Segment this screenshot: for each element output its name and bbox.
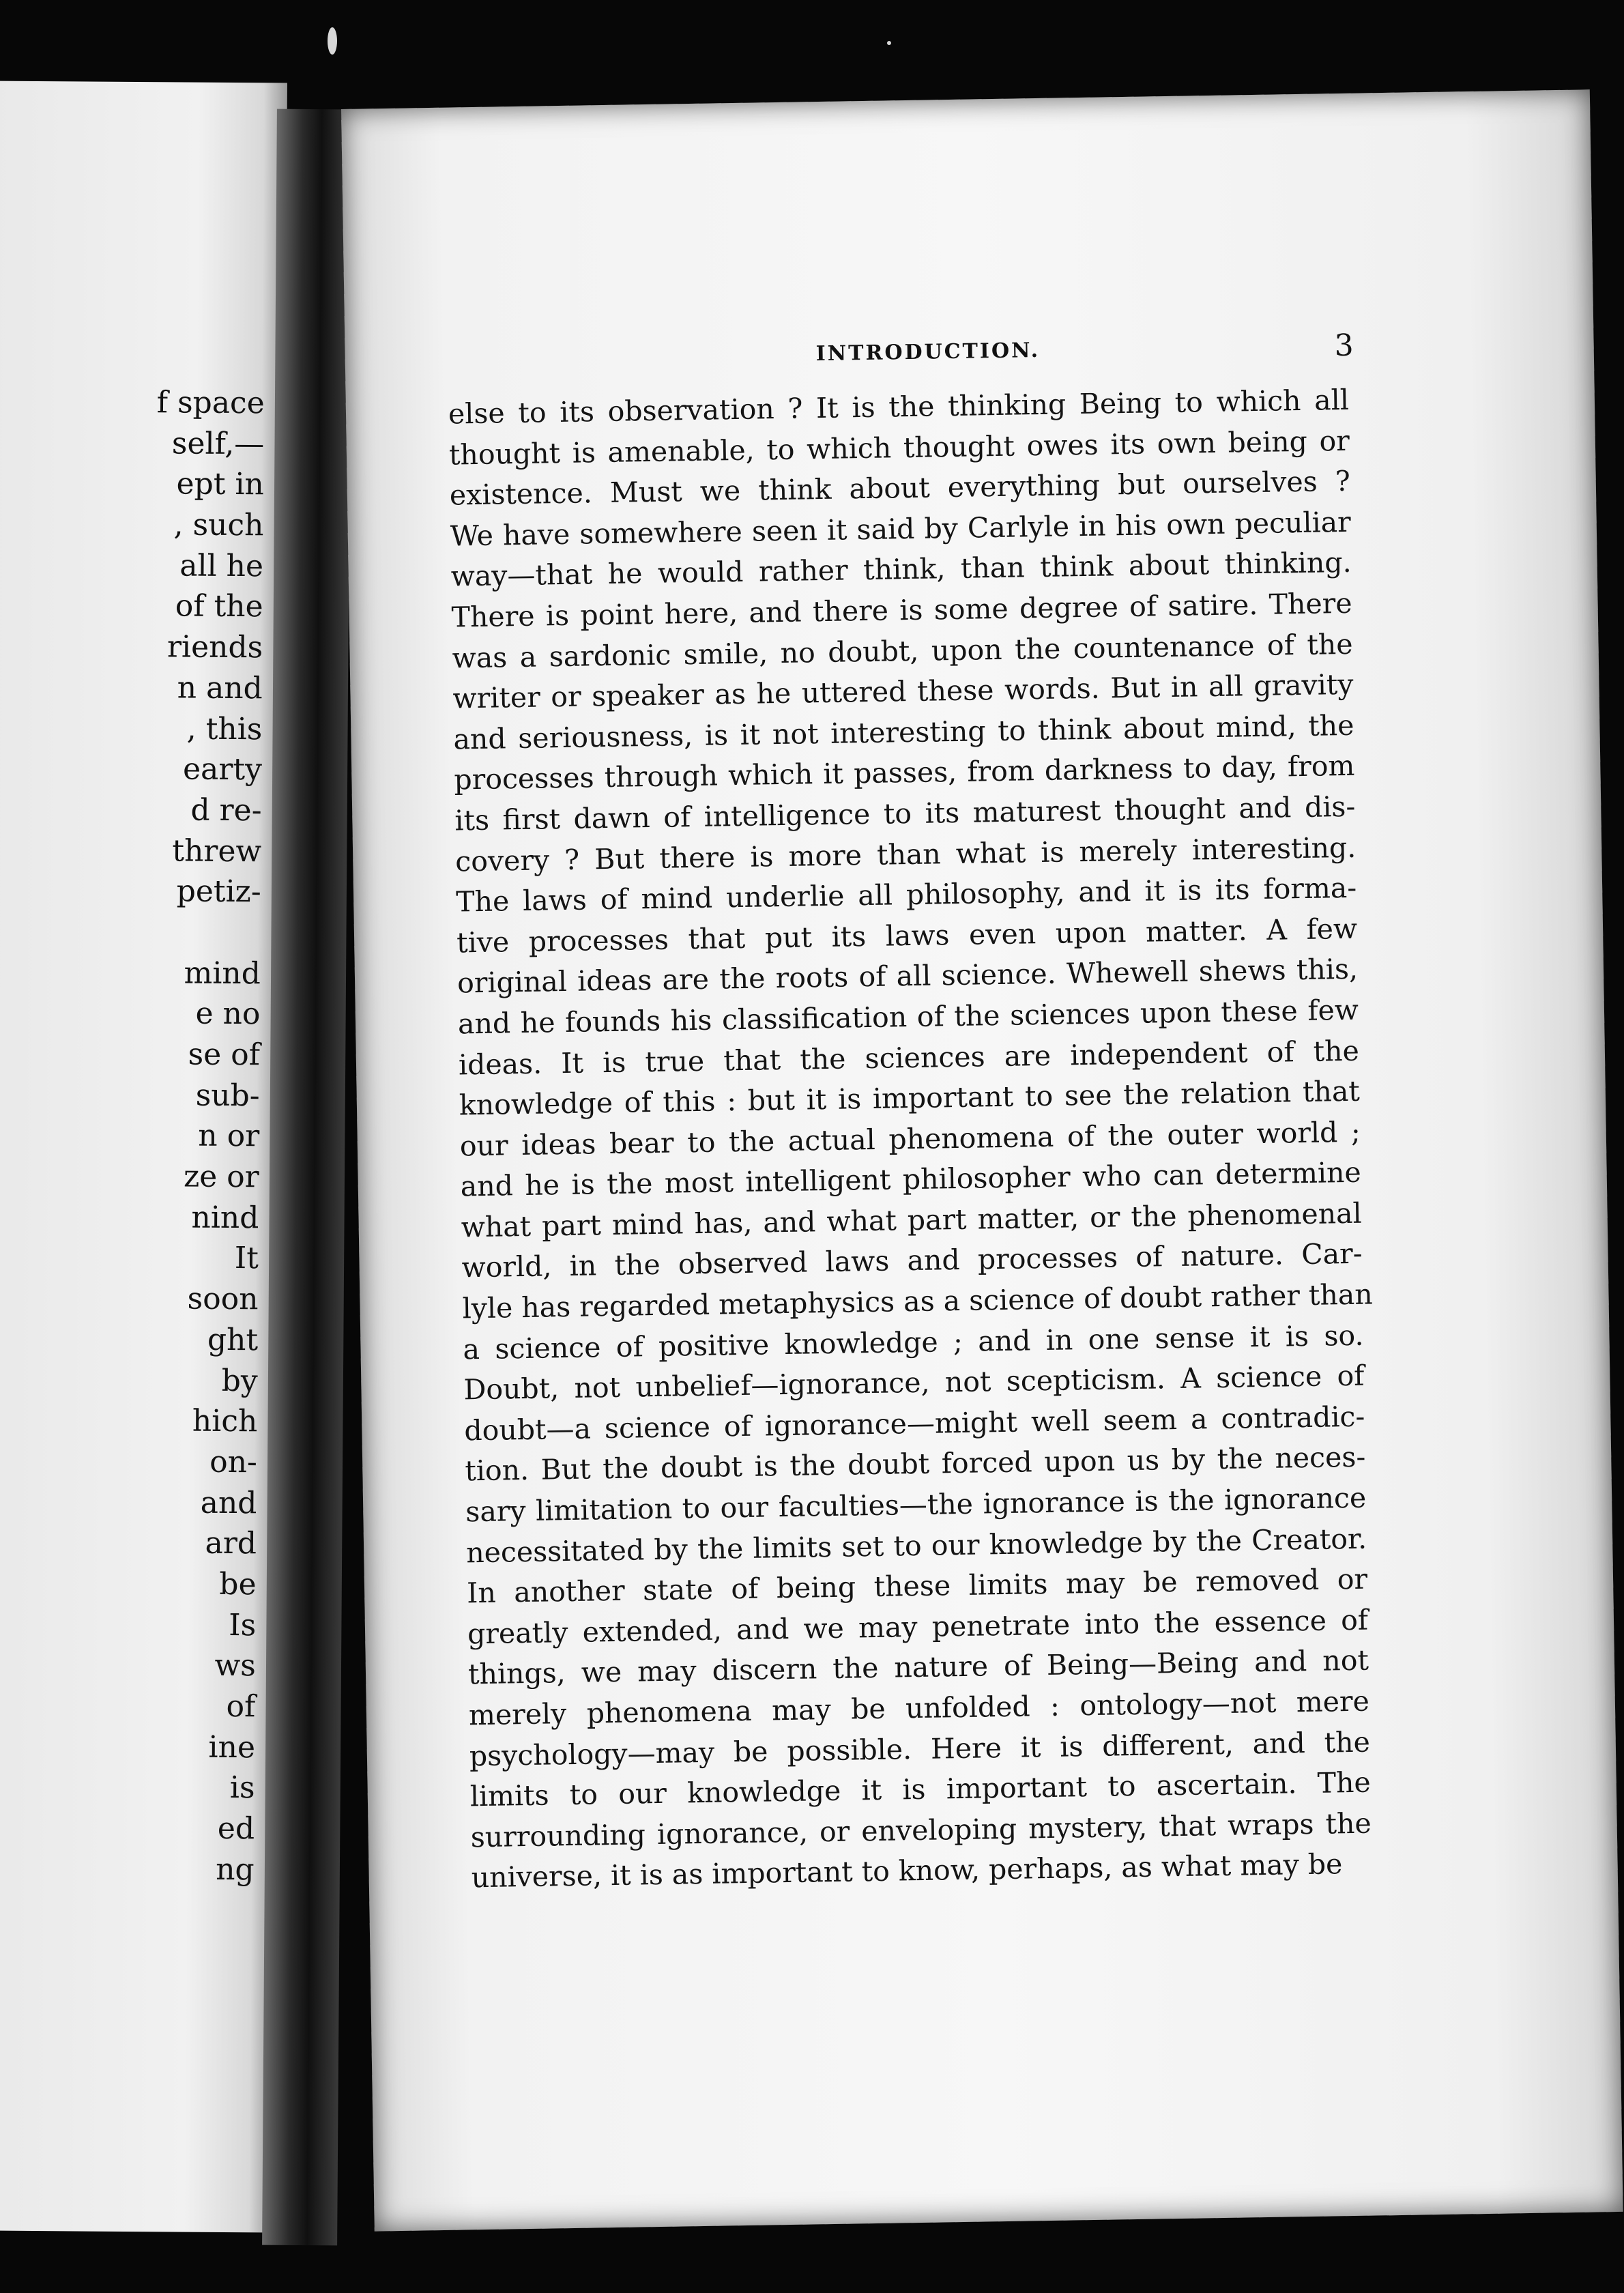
text-line: way—that he would rather think, than think about thinking. (450, 546, 1352, 593)
text-line: tive processes that put its laws even upon matter. A few (456, 912, 1358, 960)
left-line: all he (179, 548, 264, 584)
text-line: processes through which it passes, from darkness to day, from (454, 749, 1355, 796)
text-line: merely phenomena may be unfolded : ontology—not mere (468, 1684, 1370, 1732)
text-line: else to its observation ? It is the thinking Being to which all (448, 383, 1350, 431)
running-head: INTRODUCTION. (815, 338, 1041, 366)
text-line: doubt—a science of ignorance—might well seem a contradic- (464, 1400, 1365, 1447)
left-line: earty (182, 751, 263, 788)
left-line: ze or (183, 1159, 259, 1195)
left-line: of the (175, 588, 263, 624)
text-line: limits to our knowledge it is important to ascertain. The (469, 1765, 1372, 1813)
left-line: sub- (195, 1078, 260, 1113)
text-line: writer or speaker as he uttered these words. But in all gravity (452, 667, 1354, 715)
left-line: ine (208, 1729, 256, 1765)
left-line: by (221, 1363, 258, 1398)
text-line: There is point here, and there is some degree of satire. There (451, 586, 1352, 634)
text-line: and he founds his classification of the sciences upon these few (457, 993, 1359, 1041)
page-number: 3 (1334, 328, 1354, 364)
text-line: greatly extended, and we may penetrate into the essence of (467, 1603, 1369, 1651)
left-line (151, 912, 261, 953)
text-line: Doubt, not unbelief—ignorance, not scepticism. A science of (463, 1359, 1365, 1407)
book-gutter-shadow (262, 109, 352, 2246)
left-line: Is (229, 1607, 257, 1643)
text-line: a science of positive knowledge ; and in one sense it is so. (463, 1318, 1364, 1366)
left-line: soon (187, 1281, 259, 1317)
left-line: f space (156, 385, 265, 421)
text-line: sary limitation to our faculties—the ignorance is the ignorance (465, 1481, 1367, 1529)
right-page (341, 89, 1623, 2231)
left-line: ght (207, 1322, 259, 1358)
text-line: world, in the observed laws and processes of nature. Car- (461, 1237, 1363, 1284)
text-line: tion. But the doubt is the doubt forced upon us by the neces- (464, 1441, 1366, 1488)
left-line: self,— (171, 426, 265, 462)
left-line: on- (209, 1444, 258, 1480)
text-line: knowledge of this : but it is important to see the relation that (459, 1074, 1361, 1122)
text-line: lyle has regarded metaphysics as a science of doubt rather than (462, 1278, 1374, 1325)
left-line: mind (184, 955, 261, 991)
text-line: was a sardonic smile, no doubt, upon the countenance of the (452, 627, 1353, 675)
text-line: surrounding ignorance, or enveloping mystery, that wraps the (470, 1806, 1372, 1854)
left-line: , this (186, 711, 263, 747)
left-line: It (234, 1241, 259, 1276)
text-line: its first dawn of intelligence to its maturest thought and dis- (454, 790, 1356, 837)
text-line: psychology—may be possible. Here it is different, and the (469, 1725, 1371, 1772)
text-line: and he is the most intelligent philosopher who can determine (460, 1155, 1362, 1203)
text-line: our ideas bear to the actual phenomena of the outer world ; (459, 1115, 1361, 1163)
text-line: ideas. It is true that the sciences are independent of the (458, 1034, 1360, 1081)
left-line: hich (192, 1403, 258, 1439)
left-line: e no (195, 996, 261, 1032)
left-line: riends (166, 629, 263, 665)
body-text (448, 380, 1372, 1899)
text-line: In another state of being these limits may be removed or (466, 1562, 1368, 1610)
scan-speck (887, 41, 891, 45)
left-line: nind (191, 1200, 259, 1236)
left-line: ept in (176, 466, 265, 502)
text-line: what part mind has, and what part matter, or the phenomenal (461, 1196, 1362, 1244)
text-line: necessitated by the limits set to our knowledge by the Creator. (465, 1522, 1367, 1570)
left-line: ard (205, 1526, 257, 1561)
text-line: covery ? But there is more than what is merely interesting. (454, 831, 1357, 878)
text-line: existence. Must we think about everything but ourselves ? (449, 465, 1351, 512)
left-line: petiz- (176, 874, 261, 910)
left-line: of (226, 1688, 256, 1725)
left-line: d re- (190, 792, 262, 828)
text-line: The laws of mind underlie all philosophy, and it is its forma- (455, 871, 1357, 919)
left-line: , such (173, 507, 264, 543)
text-line: thought is amenable, to which thought owes its own being or (448, 424, 1350, 472)
text-line: things, we may discern the nature of Being—Being and not (467, 1644, 1369, 1691)
left-line: se of (188, 1037, 261, 1073)
text-line: We have somewhere seen it said by Carlyle in his own peculiar (450, 505, 1352, 553)
text-line: universe, it is as important to know, perhaps, as what may be (471, 1847, 1343, 1894)
left-facing-page (0, 81, 287, 2233)
left-line: and (200, 1485, 257, 1520)
scan-speck (328, 27, 337, 55)
left-line: is (229, 1770, 255, 1806)
left-page-text (145, 382, 265, 1890)
left-line: n and (177, 670, 263, 706)
left-line: ws (214, 1648, 256, 1684)
left-line: n or (198, 1119, 260, 1154)
left-line: be (219, 1566, 257, 1602)
left-line: ng (216, 1851, 255, 1888)
left-line: ed (217, 1811, 255, 1847)
left-line: threw (172, 833, 262, 869)
text-line: original ideas are the roots of all science. Whewell shews this, (456, 953, 1359, 1000)
text-line: and seriousness, is it not interesting to think about mind, the (453, 708, 1354, 756)
